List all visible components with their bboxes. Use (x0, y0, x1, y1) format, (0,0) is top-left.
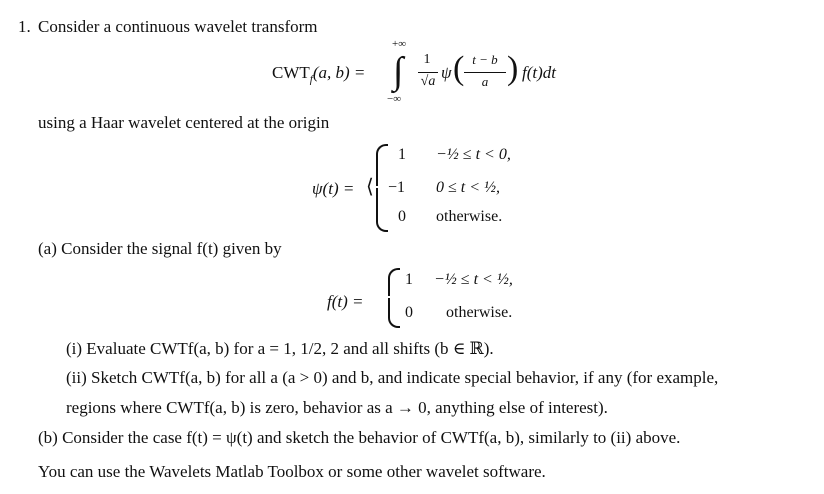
problem-intro: Consider a continuous wavelet transform (38, 17, 318, 36)
f-row-2-value: 0 (405, 304, 413, 321)
psi-symbol: ψ (441, 63, 452, 82)
psi-row-2-condition: 0 ≤ t < ½, (436, 179, 501, 196)
psi-row-3-value: 0 (398, 208, 406, 225)
coef-denominator: √a (420, 74, 436, 89)
right-paren: ) (507, 50, 519, 87)
integral-sign: ∫ (393, 50, 404, 92)
coef-numerator: 1 (423, 52, 431, 67)
integral-upper-limit: +∞ (392, 38, 407, 50)
arg-denominator: a (481, 74, 489, 89)
footer-note: You can use the Wavelets Matlab Toolbox or some other wavelet software. (38, 462, 546, 481)
cwt-subscript: f (309, 73, 313, 86)
arg-numerator: t − b (472, 52, 498, 67)
psi-brace-lower (376, 188, 388, 232)
part-a: (a) Consider the signal f(t) given by (38, 239, 282, 258)
f-row-2-condition: otherwise. (446, 304, 513, 321)
psi-brace-upper (376, 144, 388, 186)
f-lhs: f(t) = (327, 292, 364, 311)
part-ii-line-1: (ii) Sketch CWTf(a, b) for all a (a > 0) and b, and indicate special behavior, if any (for example, (66, 368, 719, 387)
haar-intro: using a Haar wavelet centered at the origin (38, 113, 330, 132)
psi-row-3-condition: otherwise. (436, 208, 503, 225)
part-b: (b) Consider the case f(t) = ψ(t) and sketch the behavior of CWTf(a, b), similarly to (ii) above. (38, 428, 681, 447)
cwt-args: (a, b) = (312, 63, 366, 82)
f-row-1-value: 1 (405, 271, 413, 288)
f-brace-upper (388, 268, 400, 296)
psi-row-1-value: 1 (398, 146, 406, 163)
integrand-tail: f(t)dt (522, 63, 556, 82)
part-ii-line-2: regions where CWTf(a, b) is zero, behavior as a → 0, anything else of interest). (66, 398, 608, 417)
psi-row-1-condition: −½ ≤ t < 0, (436, 146, 511, 163)
left-paren: ( (453, 50, 465, 87)
f-brace-lower (388, 298, 400, 328)
problem-number: 1. (18, 17, 31, 36)
psi-row-2-value: −1 (388, 179, 406, 196)
cwt-lhs (272, 64, 365, 85)
part-i: (i) Evaluate CWTf(a, b) for a = 1, 1/2, 2 and all shifts (b ∈ ℝ). (66, 339, 494, 358)
psi-lhs: ψ(t) = (312, 179, 355, 198)
f-row-1-condition: −½ ≤ t < ½, (434, 271, 513, 288)
arg-fraction-bar (464, 72, 506, 73)
coef-fraction-bar (418, 72, 438, 73)
integral-lower-limit: −∞ (387, 93, 402, 105)
psi-brace-point: ⟨ (366, 176, 374, 198)
cwt-label: CWT (272, 63, 310, 82)
